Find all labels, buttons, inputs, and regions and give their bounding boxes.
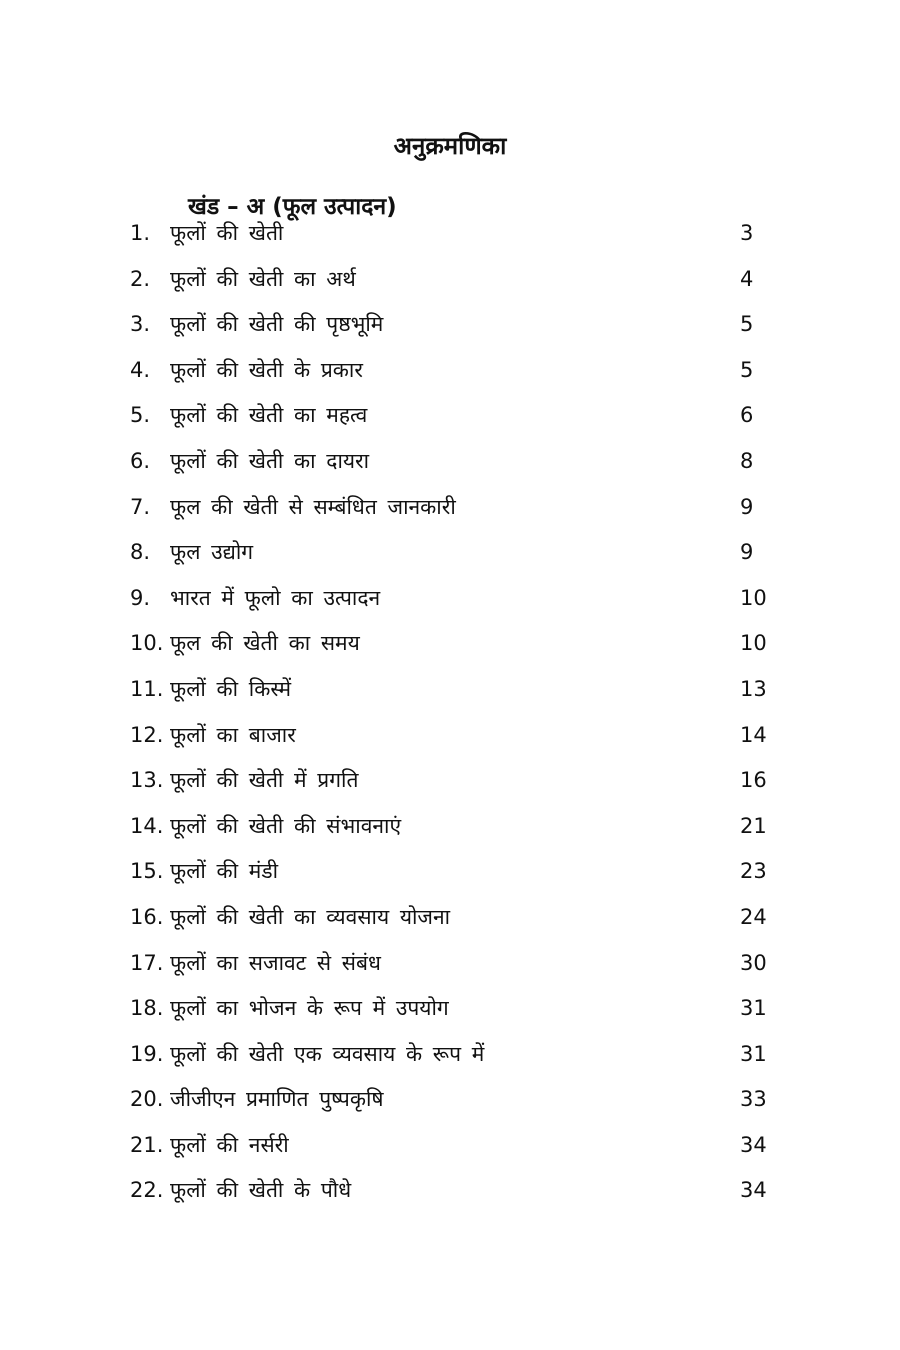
toc-entry-title: फूलों की खेती के पौधे (170, 1178, 352, 1203)
toc-entry-page-number: 16 (740, 768, 767, 793)
toc-entry-page-number: 31 (740, 1041, 767, 1066)
toc-entry (130, 849, 790, 895)
toc-entry (130, 895, 790, 941)
toc-entry (130, 1123, 790, 1169)
toc-entry-page-number: 4 (740, 266, 754, 291)
toc-entry (130, 211, 790, 257)
toc-entry-page-number: 10 (740, 631, 767, 656)
toc-entry-title: फूलों की खेती का दायरा (170, 448, 370, 473)
page-title: अनुक्रमणिका (393, 132, 507, 161)
toc-entry (130, 1168, 790, 1214)
toc-entry-number: 6. (130, 448, 151, 473)
toc-entry-title: फूल की खेती से सम्बंधित जानकारी (170, 494, 456, 519)
toc-entry (130, 348, 790, 394)
toc-entry-number: 7. (130, 494, 151, 519)
toc-entry (130, 439, 790, 485)
toc-entry-page-number: 24 (740, 904, 767, 929)
toc-entry (130, 1077, 790, 1123)
toc-entry-page-number: 34 (740, 1132, 767, 1157)
toc-entry-number: 8. (130, 540, 151, 565)
toc-entry (130, 758, 790, 804)
toc-entry-number: 21. (130, 1132, 164, 1157)
toc-entry (130, 302, 790, 348)
toc-entry-number: 2. (130, 266, 151, 291)
toc-entry-title: भारत में फूलो का उत्पादन (170, 585, 381, 610)
toc-entry-number: 22. (130, 1178, 164, 1203)
toc-entry (130, 1032, 790, 1078)
toc-entry (130, 941, 790, 987)
toc-entry (130, 713, 790, 759)
toc-entry-page-number: 14 (740, 722, 767, 747)
toc-entry-title: फूलों की खेती का व्यवसाय योजना (170, 904, 451, 929)
toc-entry-title: फूलों की खेती एक व्यवसाय के रूप में (170, 1041, 485, 1066)
toc-entry-title: फूलों की खेती की संभावनाएं (170, 813, 402, 838)
toc-entry-page-number: 5 (740, 357, 754, 382)
toc-entry (130, 257, 790, 303)
toc-entry (130, 576, 790, 622)
table-of-contents (130, 211, 790, 1214)
toc-entry-page-number: 6 (740, 403, 754, 428)
toc-entry (130, 804, 790, 850)
toc-entry (130, 485, 790, 531)
toc-entry-title: फूलों की खेती (170, 221, 284, 245)
toc-entry-title: फूलों की मंडी (170, 859, 279, 884)
toc-entry-page-number: 9 (740, 494, 754, 519)
toc-entry-title: फूलों की नर्सरी (170, 1132, 289, 1157)
toc-entry-page-number: 21 (740, 813, 767, 838)
toc-entry-number: 10. (130, 631, 164, 656)
toc-entry-page-number: 33 (740, 1087, 767, 1112)
toc-entry-number: 18. (130, 996, 164, 1021)
toc-entry (130, 667, 790, 713)
toc-entry-title: फूलों की खेती का महत्व (170, 403, 368, 428)
toc-entry-number: 17. (130, 950, 164, 975)
toc-entry (130, 393, 790, 439)
toc-entry-number: 16. (130, 904, 164, 929)
toc-entry-title: फूलों की किस्में (170, 676, 292, 701)
toc-entry-number: 1. (130, 221, 151, 245)
toc-entry-title: फूल की खेती का समय (170, 631, 360, 656)
toc-entry-page-number: 3 (740, 221, 754, 245)
toc-entry-number: 3. (130, 312, 151, 337)
toc-entry-page-number: 30 (740, 950, 767, 975)
toc-entry (130, 530, 790, 576)
toc-entry-number: 14. (130, 813, 164, 838)
toc-entry-number: 4. (130, 357, 151, 382)
toc-entry-page-number: 23 (740, 859, 767, 884)
toc-entry-number: 19. (130, 1041, 164, 1066)
toc-entry-title: फूलों का सजावट से संबंध (170, 950, 381, 975)
toc-entry-number: 12. (130, 722, 164, 747)
toc-entry-title: फूलों की खेती का अर्थ (170, 266, 356, 291)
toc-entry-number: 13. (130, 768, 164, 793)
toc-entry-number: 5. (130, 403, 151, 428)
toc-entry-page-number: 34 (740, 1178, 767, 1203)
toc-entry-page-number: 8 (740, 448, 754, 473)
toc-entry-number: 20. (130, 1087, 164, 1112)
toc-entry (130, 986, 790, 1032)
toc-entry-number: 15. (130, 859, 164, 884)
toc-entry-page-number: 9 (740, 540, 754, 565)
toc-entry (130, 621, 790, 667)
toc-entry-title: फूलों की खेती में प्रगति (170, 768, 359, 793)
toc-entry-title: फूल उद्योग (170, 540, 254, 565)
toc-entry-number: 9. (130, 585, 151, 610)
toc-entry-title: फूलों का भोजन के रूप में उपयोग (170, 996, 449, 1021)
toc-entry-title: जीजीएन प्रमाणित पुष्पकृषि (170, 1087, 384, 1112)
toc-entry-page-number: 31 (740, 996, 767, 1021)
toc-entry-title: फूलों की खेती की पृष्ठभूमि (170, 312, 384, 337)
toc-entry-number: 11. (130, 676, 164, 701)
toc-entry-page-number: 10 (740, 585, 767, 610)
toc-entry-title: फूलों की खेती के प्रकार (170, 357, 363, 382)
toc-entry-page-number: 13 (740, 676, 767, 701)
toc-entry-title: फूलों का बाजार (170, 722, 296, 747)
section-heading: खंड – अ (फूल उत्पादन) (188, 194, 397, 221)
toc-entry-page-number: 5 (740, 312, 754, 337)
